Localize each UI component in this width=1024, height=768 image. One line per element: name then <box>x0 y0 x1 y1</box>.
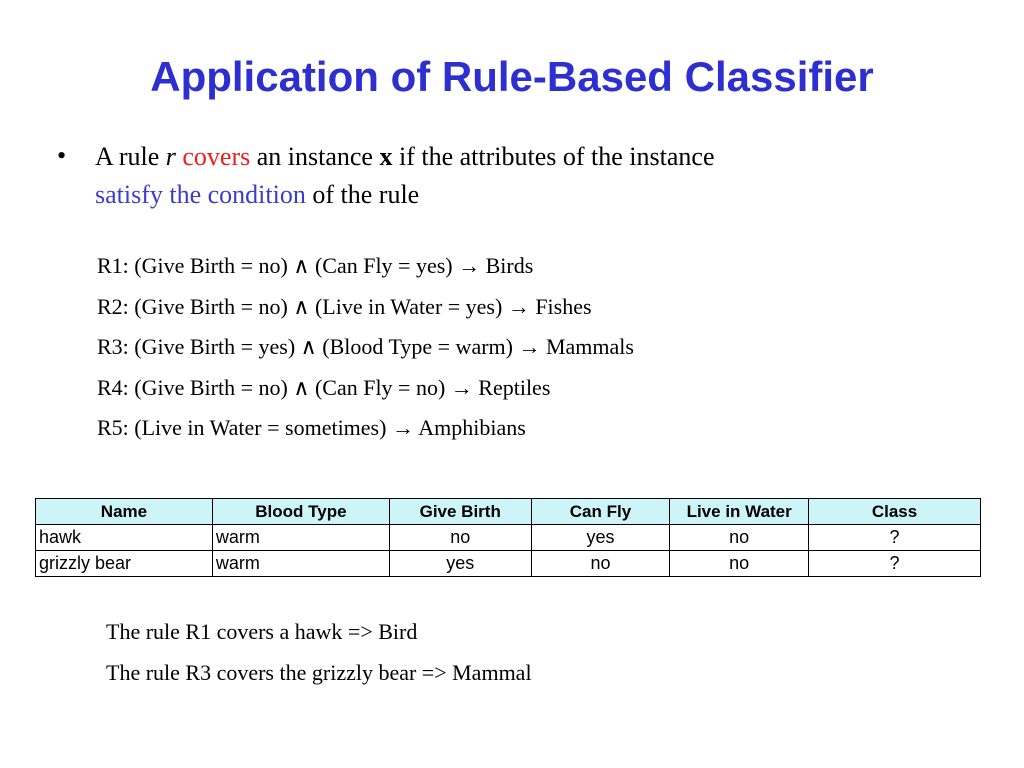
column-header-live-in-water: Live in Water <box>670 499 809 525</box>
rule-r4: R4: (Give Birth = no) ∧ (Can Fly = no) → Reptiles <box>97 374 551 400</box>
column-header-give-birth: Give Birth <box>389 499 531 525</box>
rule-r1: R1: (Give Birth = no) ∧ (Can Fly = yes) → Birds <box>97 253 534 278</box>
bullet-text-part: A rule <box>95 142 166 171</box>
table-row <box>36 551 981 577</box>
instance-variable-x: x <box>379 142 393 171</box>
instance-table <box>35 498 981 577</box>
rule-list <box>97 246 634 449</box>
slide-title: Application of Rule-Based Classifier <box>150 53 874 100</box>
table-row <box>36 525 981 551</box>
cell-give-birth: no <box>389 525 531 551</box>
covers-term: covers <box>182 142 251 171</box>
satisfy-condition-term: satisfy the condition <box>95 180 306 209</box>
cell-class: ? <box>809 525 981 551</box>
cell-blood-type: warm <box>212 525 389 551</box>
bullet-text-part: if the attributes of the instance <box>392 142 715 171</box>
rule-variable-r: r <box>165 142 176 171</box>
cell-live-in-water: no <box>670 551 809 577</box>
cell-live-in-water: no <box>670 525 809 551</box>
cell-name: hawk <box>36 525 213 551</box>
column-header-can-fly: Can Fly <box>531 499 670 525</box>
bullet-text-part: of the rule <box>305 180 420 209</box>
bullet-text <box>95 138 995 214</box>
column-header-class: Class <box>809 499 981 525</box>
cell-blood-type: warm <box>212 551 389 577</box>
cell-name: grizzly bear <box>36 551 213 577</box>
table-header-row <box>36 499 981 525</box>
rule-r2: R2: (Give Birth = no) ∧ (Live in Water = yes) → Fishes <box>97 293 592 319</box>
bullet-text-part: an instance <box>250 142 380 171</box>
column-header-name: Name <box>36 499 213 525</box>
column-header-blood-type: Blood Type <box>212 499 389 525</box>
conclusion-grizzly-bear: The rule R3 covers the grizzly bear => Mammal <box>106 659 532 685</box>
cell-class: ? <box>809 551 981 577</box>
conclusion-list <box>106 612 532 693</box>
cell-can-fly: yes <box>531 525 670 551</box>
cell-can-fly: no <box>531 551 670 577</box>
conclusion-hawk: The rule R1 covers a hawk => Bird <box>106 619 418 644</box>
bullet-point-icon: • <box>57 141 67 170</box>
rule-r3: R3: (Give Birth = yes) ∧ (Blood Type = warm) → Mammals <box>97 334 634 359</box>
rule-r5: R5: (Live in Water = sometimes) → Amphibians <box>97 415 526 440</box>
cell-give-birth: yes <box>389 551 531 577</box>
